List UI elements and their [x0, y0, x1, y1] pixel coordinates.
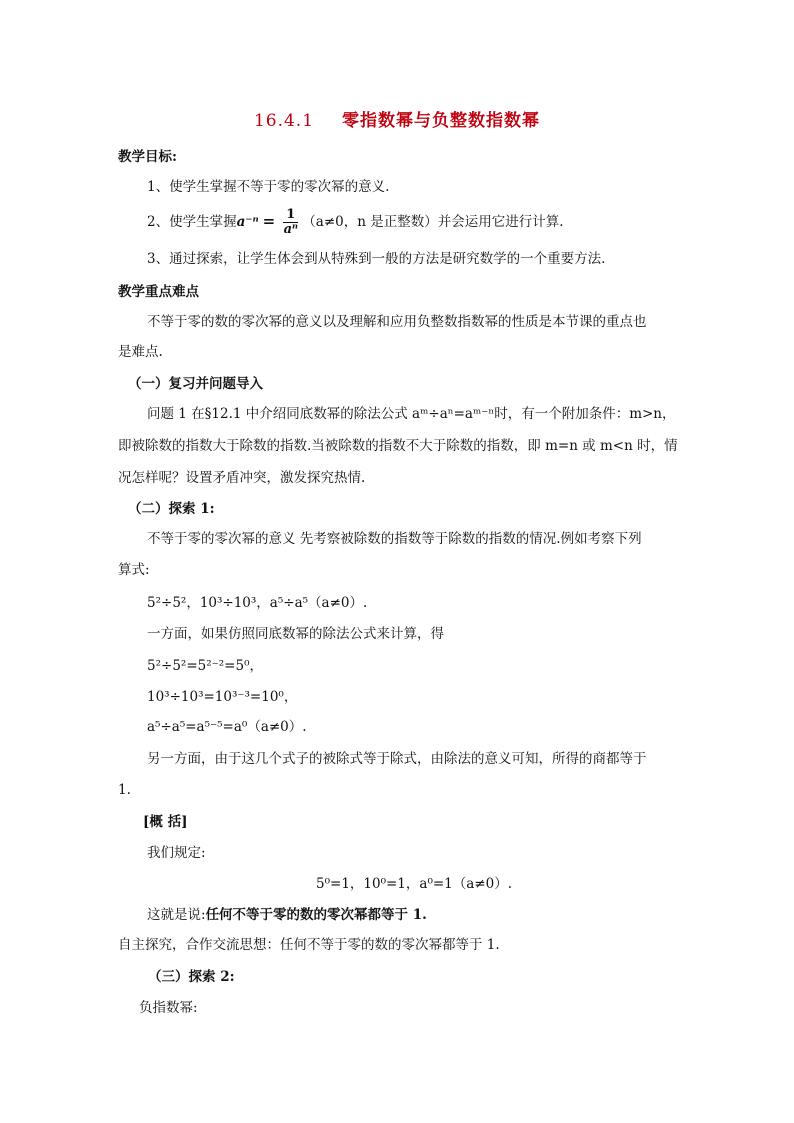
section2-formula-1: 5²÷5²，10³÷10³，a⁵÷a⁵（a≠0）.	[147, 595, 368, 611]
keypoints-line-2: 是难点.	[118, 344, 163, 360]
summary-line-2-prefix: 这就是说:	[147, 907, 206, 923]
fraction-denominator: aⁿ	[283, 222, 298, 237]
section3-line-1: 负指数幂:	[139, 1000, 198, 1016]
section2-line-1: 不等于零的零次幂的意义 先考察被除数的指数等于除数的指数的情况.例如考察下列	[147, 531, 642, 547]
objectives-heading: 教学目标:	[118, 149, 177, 165]
summary-formula: 5⁰=1，10⁰=1，a⁰=1（a≠0）.	[316, 876, 512, 892]
objective-item-3: 3、通过探索，让学生体会到从特殊到一般的方法是研究数学的一个重要方法.	[147, 251, 606, 267]
section2-line-4: 另一方面，由于这几个式子的被除式等于除式，由除法的意义可知，所得的商都等于	[147, 751, 647, 767]
section2-line-3: 一方面，如果仿照同底数幂的除法公式来计算，得	[147, 626, 444, 642]
formula-fraction	[283, 208, 298, 237]
section1-heading: （一）复习并问题导入	[128, 376, 263, 392]
objective-item-2-suffix: （a≠0，n 是正整数）并会运用它进行计算.	[302, 214, 564, 230]
section3-heading: （三）探索 2:	[148, 969, 235, 985]
objective-item-2-prefix: 2、使学生掌握	[147, 214, 237, 230]
summary-heading: [概 括]	[143, 814, 188, 830]
formula-lhs: a⁻ⁿ	[236, 214, 259, 230]
objective-item-2	[147, 206, 564, 236]
equals-sign: =	[262, 212, 276, 230]
keypoints-heading: 教学重点难点	[118, 284, 199, 300]
section2-heading: （二）探索 1:	[128, 501, 215, 517]
section2-formula-4: a⁵÷a⁵=a⁵⁻⁵=a⁰（a≠0）.	[147, 719, 307, 735]
section1-line-2: 即被除数的指数大于除数的指数.当被除数的指数不大于除数的指数，即 m=n 或 m<n 时，情	[118, 438, 678, 454]
section2-formula-3: 10³÷10³=10³⁻³=10⁰，	[147, 689, 298, 705]
summary-line-1: 我们规定:	[147, 845, 206, 861]
summary-line-2	[147, 906, 427, 924]
section2-line-2: 算式:	[118, 562, 150, 578]
section2-formula-2: 5²÷5²=5²⁻²=5⁰，	[147, 658, 263, 674]
summary-line-3: 自主探究，合作交流思想：任何不等于零的数的零次幂都等于 1.	[118, 937, 500, 953]
summary-line-2-bold: 任何不等于零的数的零次幂都等于 1.	[205, 907, 427, 923]
section2-line-5: 1.	[118, 782, 131, 798]
keypoints-line-1: 不等于零的数的零次幂的意义以及理解和应用负整数指数幂的性质是本节课的重点也	[147, 314, 647, 330]
section1-line-3: 况怎样呢？设置矛盾冲突，激发探究热情.	[118, 470, 366, 486]
title-text: 零指数幂与负整数指数幂	[342, 111, 541, 131]
title-number: 16.4.1	[253, 111, 315, 131]
page-title	[0, 106, 794, 131]
section1-line-1: 问题 1 在§12.1 中介绍同底数幂的除法公式 aᵐ÷aⁿ=aᵐ⁻ⁿ时，有一个附加条件：m>n，	[147, 406, 676, 422]
objective-item-1: 1、使学生掌握不等于零的零次幂的意义.	[147, 179, 390, 195]
fraction-numerator: 1	[283, 208, 298, 223]
